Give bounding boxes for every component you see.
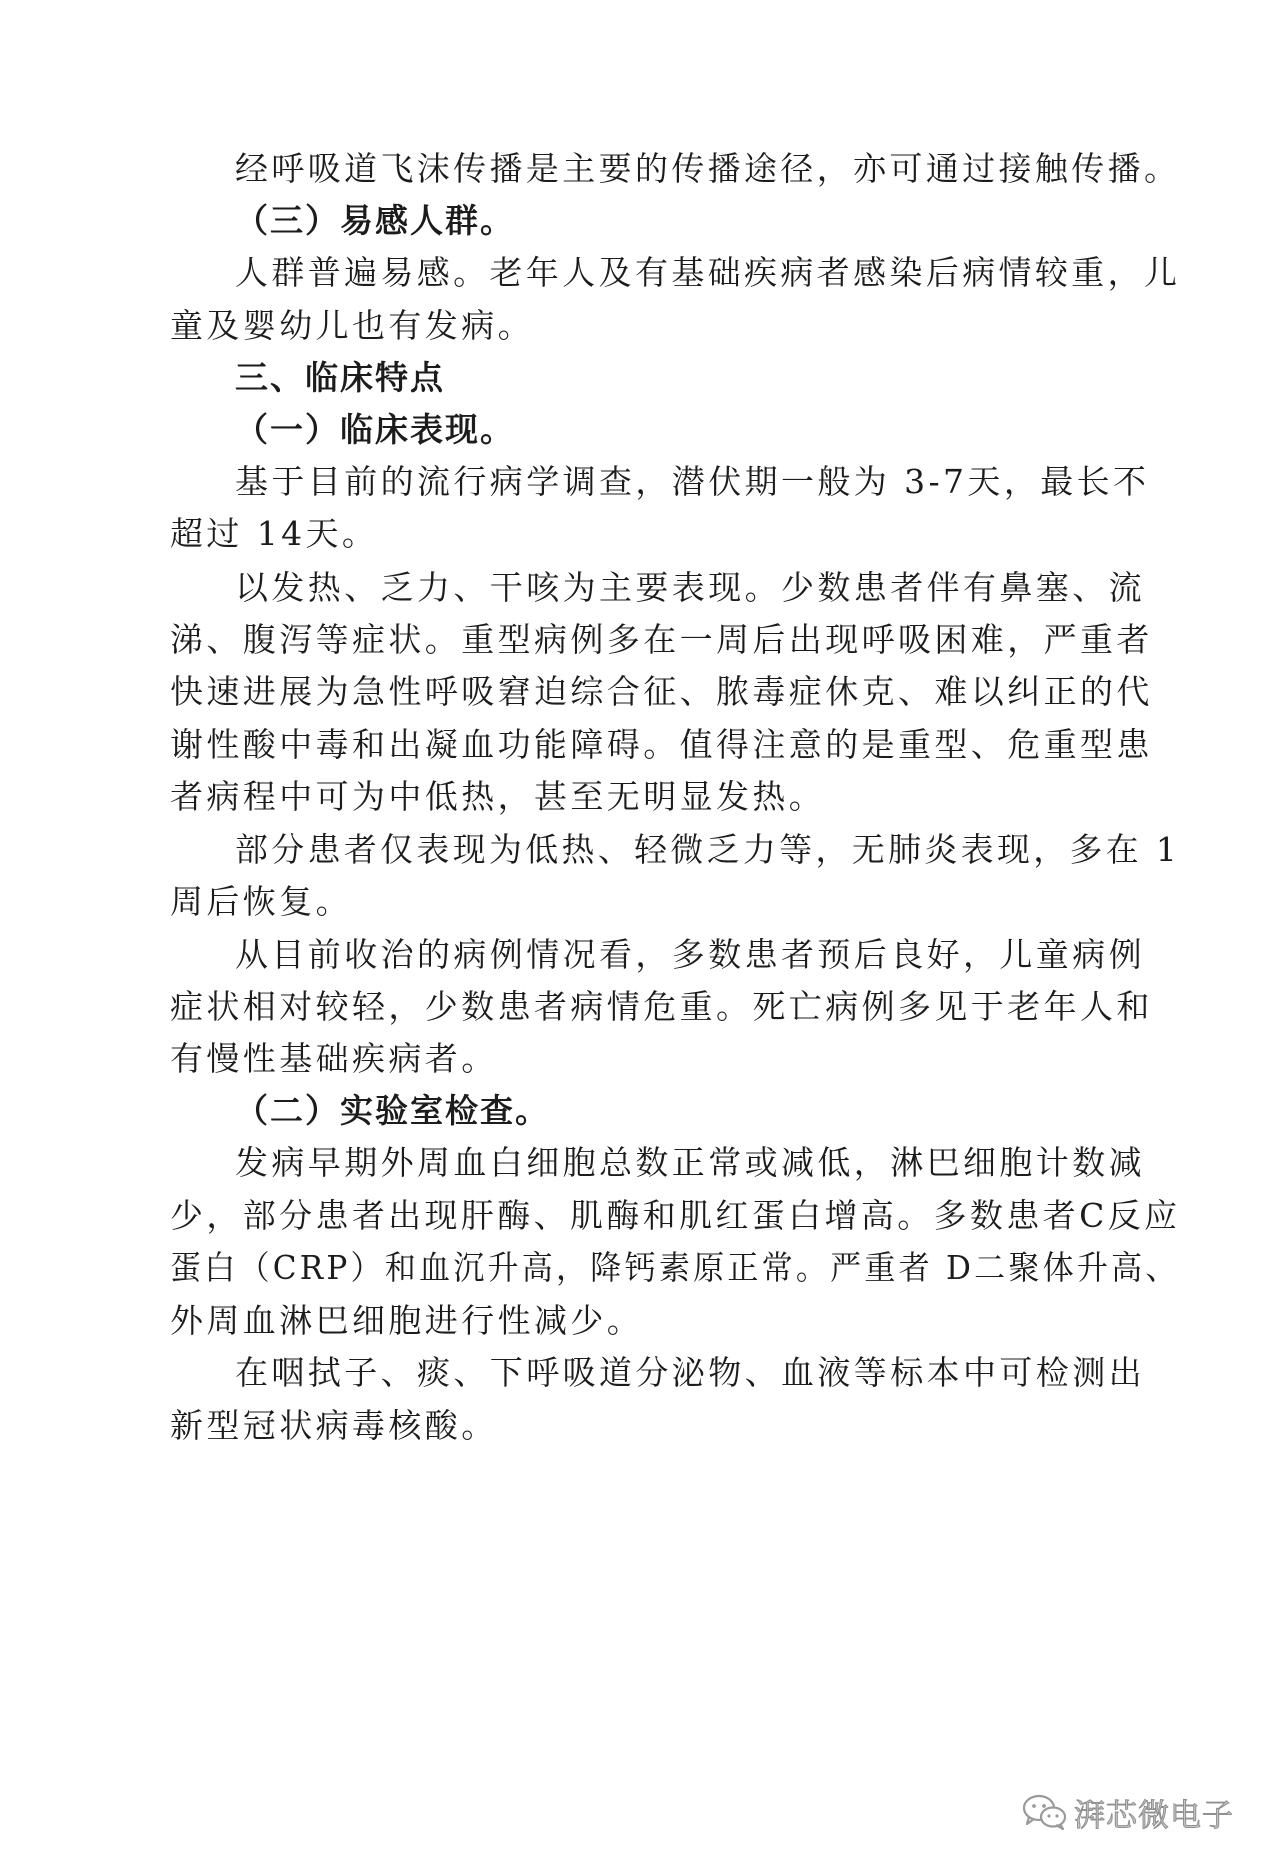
paragraph-line: 部分患者仅表现为低热、轻微乏力等，无肺炎表现，多在 1 [235, 830, 1181, 869]
paragraph-line: 少，部分患者出现肝酶、肌酶和肌红蛋白增高。多数患者C反应 [170, 1196, 1181, 1235]
paragraph-line: 发病早期外周血白细胞总数正常或减低，淋巴细胞计数减 [235, 1143, 1145, 1182]
section-heading: （三）易感人群。 [235, 201, 515, 240]
wechat-icon [1022, 1793, 1068, 1831]
paragraph-line: 快速进展为急性呼吸窘迫综合征、脓毒症休克、难以纠正的代 [170, 672, 1153, 711]
paragraph-line: 周后恢复。 [170, 882, 352, 921]
paragraph-line: 症状相对较轻，少数患者病情危重。死亡病例多见于老年人和 [170, 987, 1153, 1026]
paragraph-line: 超过 14天。 [170, 514, 379, 553]
watermark-text: 湃芯微电子 [1074, 1797, 1234, 1834]
chapter-heading: 三、临床特点 [235, 358, 445, 397]
paragraph-line: 以发热、乏力、干咳为主要表现。少数患者伴有鼻塞、流 [235, 568, 1145, 607]
paragraph-line: 外周血淋巴细胞进行性减少。 [170, 1301, 644, 1340]
paragraph-line: 经呼吸道飞沫传播是主要的传播途径，亦可通过接触传播。 [235, 149, 1181, 188]
paragraph-line: 童及婴幼儿也有发病。 [170, 306, 534, 345]
paragraph-line: 在咽拭子、痰、下呼吸道分泌物、血液等标本中可检测出 [235, 1353, 1145, 1392]
paragraph-line: 人群普遍易感。老年人及有基础疾病者感染后病情较重，儿 [235, 253, 1181, 292]
paragraph-line: 蛋白（CRP）和血沉升高，降钙素原正常。严重者 D二聚体升高、 [170, 1248, 1180, 1287]
section-heading: （二）实验室检查。 [235, 1091, 550, 1130]
paragraph-line: 谢性酸中毒和出凝血功能障碍。值得注意的是重型、危重型患 [170, 725, 1153, 764]
section-heading: （一）临床表现。 [235, 410, 515, 449]
paragraph-line: 涕、腹泻等症状。重型病例多在一周后出现呼吸困难，严重者 [170, 620, 1153, 659]
paragraph-line: 有慢性基础疾病者。 [170, 1039, 498, 1078]
paragraph-line: 者病程中可为中低热，甚至无明显发热。 [170, 777, 826, 816]
paragraph-line: 从目前收治的病例情况看，多数患者预后良好，儿童病例 [235, 935, 1145, 974]
paragraph-line: 新型冠状病毒核酸。 [170, 1406, 498, 1445]
watermark [1022, 1790, 1234, 1834]
paragraph-line: 基于目前的流行病学调查，潜伏期一般为 3-7天，最长不 [235, 462, 1150, 501]
